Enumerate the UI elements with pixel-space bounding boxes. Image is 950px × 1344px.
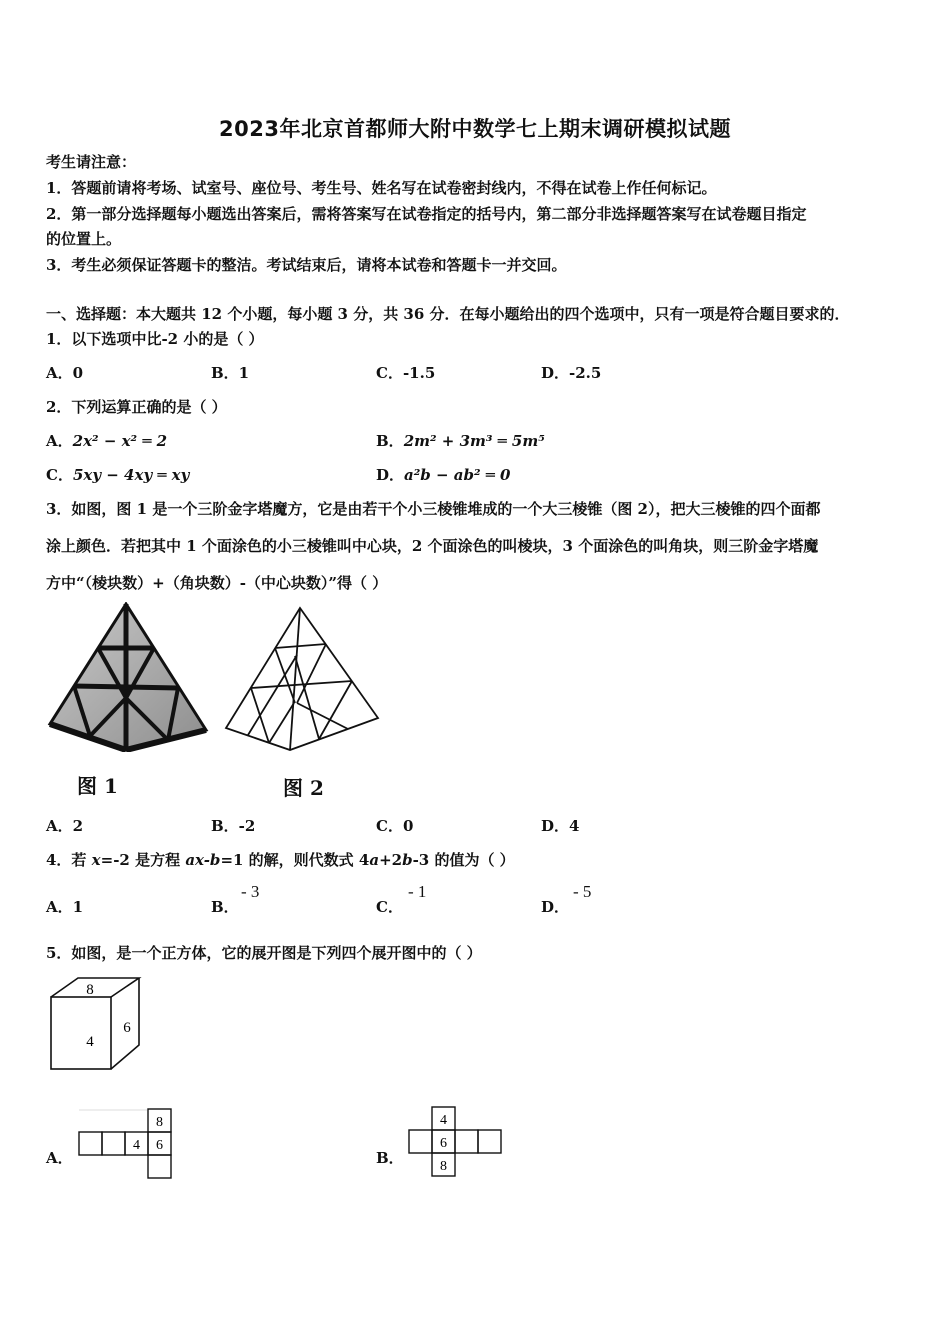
- net-b-bottom-number: 8: [440, 1159, 447, 1174]
- option-label: C．: [46, 466, 73, 484]
- notice-item-1: 1．答题前请将考场、试室号、座位号、考生号、姓名写在试卷密封线内，不得在试卷上作任何标记。: [46, 179, 717, 197]
- equation: ax-b: [185, 851, 221, 869]
- question-1-option-b[interactable]: B．1: [211, 364, 250, 382]
- var-x: x: [91, 851, 101, 869]
- question-2-option-b[interactable]: [376, 430, 545, 451]
- question-4-option-c[interactable]: [376, 882, 427, 917]
- option-expression: 2m² + 3m³ ═ 5m⁵: [403, 432, 545, 450]
- section-heading: 一、选择题：本大题共 12 个小题，每小题 3 分，共 36 分．在每小题给出的四个选项中，只有一项是符合题目要求的．: [46, 305, 850, 323]
- net-b-mid-number: 6: [440, 1136, 447, 1151]
- question-3-option-c[interactable]: C．0: [376, 817, 414, 835]
- question-2-option-c[interactable]: [46, 464, 189, 485]
- question-5-option-a-net[interactable]: [77, 1107, 177, 1181]
- question-1-option-d[interactable]: D．-2.5: [541, 364, 602, 382]
- stem-part: =1 的解，则代数式 4: [220, 851, 370, 869]
- option-expression: 2x² − x² ═ 2: [72, 432, 168, 450]
- var-b: b: [402, 851, 413, 869]
- option-label: B．: [211, 898, 239, 916]
- option-value: - 1: [408, 882, 427, 901]
- pyramid-puzzle-figure: [46, 602, 211, 752]
- option-label: D．: [376, 466, 405, 484]
- page-title: 2023年北京首都师大附中数学七上期末调研模拟试题: [219, 117, 731, 141]
- question-3-option-a[interactable]: A．2: [46, 817, 84, 835]
- figure-2-caption: 图 2: [283, 776, 324, 800]
- option-expression: a²b − ab² ═ 0: [404, 466, 511, 484]
- option-label: C．: [376, 898, 403, 916]
- question-4-option-b[interactable]: [211, 882, 260, 917]
- option-label: A．: [46, 432, 73, 450]
- figure-1-caption: 图 1: [77, 774, 118, 798]
- question-3-option-d[interactable]: D．4: [541, 817, 580, 835]
- question-1-stem: 1．以下选项中比-2 小的是（ ）: [46, 330, 264, 348]
- question-5-option-b-label[interactable]: B．: [376, 1149, 404, 1167]
- stem-part: =-2 是方程: [100, 851, 186, 869]
- question-5-option-b-net[interactable]: [407, 1105, 507, 1179]
- question-3-line-3: 方中“（棱块数）+（角块数）-（中心块数）”得（ ）: [46, 574, 388, 592]
- question-4-option-d[interactable]: [541, 882, 592, 917]
- cube-figure: [48, 975, 146, 1073]
- question-5-option-a-label[interactable]: A．: [46, 1149, 73, 1167]
- option-expression: 5xy − 4xy ═ xy: [72, 466, 190, 484]
- option-value: - 3: [241, 882, 260, 901]
- var-a: a: [369, 851, 380, 869]
- net-a-top-number: 8: [156, 1115, 163, 1130]
- question-3-line-1: 3．如图，图 1 是一个三阶金字塔魔方，它是由若干个小三棱锥堆成的一个大三棱锥（图 2），把大三棱锥的四个面都: [46, 500, 821, 518]
- notice-item-2: 2．第一部分选择题每小题选出答案后，需将答案写在试卷指定的括号内，第二部分非选择题答案写在试卷题目指定: [46, 205, 807, 223]
- question-1-option-a[interactable]: A．0: [46, 364, 84, 382]
- question-2-option-d[interactable]: [376, 464, 511, 485]
- net-a-left-number: 4: [133, 1138, 140, 1153]
- question-5-stem: 5．如图，是一个正方体，它的展开图是下列四个展开图中的（ ）: [46, 944, 482, 962]
- question-2-option-a[interactable]: [46, 430, 167, 451]
- notice-item-3: 3．考生必须保证答题卡的整洁。考试结束后，请将本试卷和答题卡一并交回。: [46, 256, 567, 274]
- question-2-stem: 2．下列运算正确的是（ ）: [46, 398, 227, 416]
- net-a-mid-number: 6: [156, 1138, 163, 1153]
- stem-part: 4．若: [46, 851, 92, 869]
- cube-front-number: 4: [86, 1034, 94, 1050]
- stem-part: +2: [379, 851, 403, 869]
- stem-part: -3 的值为（ ）: [412, 851, 515, 869]
- tetrahedron-figure: [222, 604, 382, 754]
- question-4-stem: [46, 849, 515, 870]
- question-3-option-b[interactable]: B．-2: [211, 817, 256, 835]
- notice-item-2-cont: 的位置上。: [46, 230, 122, 248]
- cube-right-number: 6: [123, 1020, 131, 1036]
- question-4-option-a[interactable]: A．1: [46, 898, 84, 916]
- question-3-line-2: 涂上颜色．若把其中 1 个面涂色的小三棱锥叫中心块，2 个面涂色的叫棱块，3 个面涂色的叫角块，则三阶金字塔魔: [46, 537, 819, 555]
- notice-heading: 考生请注意：: [46, 153, 137, 171]
- option-label: D．: [541, 898, 570, 916]
- option-value: - 5: [573, 882, 592, 901]
- cube-top-number: 8: [86, 982, 94, 998]
- option-label: B．: [376, 432, 404, 450]
- question-1-option-c[interactable]: C．-1.5: [376, 364, 436, 382]
- net-b-top-number: 4: [440, 1113, 447, 1128]
